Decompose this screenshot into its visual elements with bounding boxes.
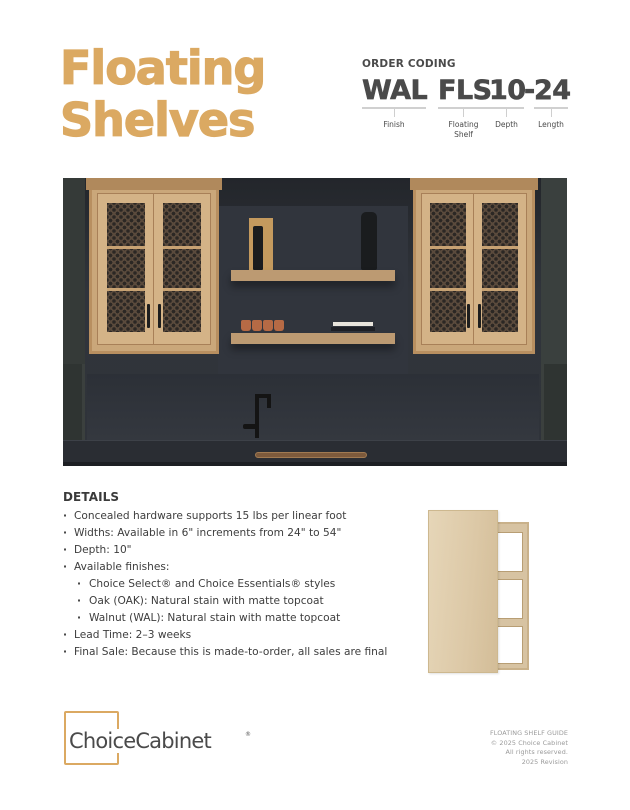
- order-code-row: [362, 70, 572, 142]
- cabinet-door: [97, 193, 155, 345]
- lattice-glass: [482, 203, 518, 332]
- detail-subitem: · Walnut (WAL): Natural stain with matte topcoat: [63, 610, 413, 627]
- code-desc-depth: Depth: [495, 120, 518, 129]
- footer-revision: 2025 Revision: [521, 757, 568, 766]
- cabinet-door: [421, 193, 476, 345]
- cabinet-door: [473, 193, 528, 345]
- detail-item: · Depth: 10": [63, 542, 413, 559]
- code-segment-length: [534, 75, 571, 130]
- photo-side-panel-right: [541, 178, 567, 378]
- code-tick: [463, 109, 464, 117]
- lattice-glass: [430, 203, 466, 332]
- copper-mug: [241, 320, 251, 331]
- code-segment-floating-shelf: [438, 75, 492, 139]
- photo-cabinet-right: [413, 178, 535, 354]
- details-section: [63, 490, 413, 661]
- details-list: [63, 508, 413, 661]
- footer-copyright: © 2025 Choice Cabinet: [490, 738, 568, 747]
- door-handle: [147, 304, 150, 328]
- copper-mug: [263, 320, 273, 331]
- book: [331, 327, 375, 331]
- detail-subitem: · Choice Select® and Choice Essentials® styles: [63, 576, 413, 593]
- hero-photo: [63, 178, 567, 466]
- backsplash: [87, 374, 539, 440]
- code-desc-floating-shelf: Floating Shelf: [448, 120, 479, 139]
- code-dash: -: [524, 75, 535, 106]
- copper-mug: [252, 320, 262, 331]
- detail-subitem: · Oak (OAK): Natural stain with matte topcoat: [63, 593, 413, 610]
- details-heading: DETAILS: [63, 490, 120, 504]
- bottle: [361, 212, 377, 270]
- cabinet-door: [153, 193, 211, 345]
- order-coding: [362, 58, 572, 142]
- code-tick: [506, 109, 507, 117]
- photo-cabinet-left: [89, 178, 219, 354]
- photo-side-panel-left: [63, 178, 85, 378]
- detail-item: · Widths: Available in 6" increments from 24" to 54": [63, 525, 413, 542]
- door-handle: [158, 304, 161, 328]
- lattice-glass: [163, 203, 201, 332]
- door-handle: [467, 304, 470, 328]
- detail-item: · Available finishes:: [63, 559, 413, 576]
- wine-rack-right: [541, 364, 567, 440]
- lattice-glass: [107, 203, 145, 332]
- footer-guide-title: FLOATING SHELF GUIDE: [490, 729, 568, 737]
- title-line-2: Shelves: [60, 93, 255, 147]
- code-desc-finish: Finish: [383, 120, 405, 129]
- copper-mug: [274, 320, 284, 331]
- copper-sink: [255, 452, 367, 458]
- bottle: [253, 226, 263, 270]
- order-coding-label: ORDER CODING: [362, 58, 456, 70]
- brand-logo: [64, 709, 264, 765]
- code-tick: [394, 109, 395, 117]
- code-length: 24: [534, 75, 571, 106]
- title-line-1: Floating: [60, 41, 266, 95]
- book: [333, 322, 373, 326]
- detail-item: · Final Sale: Because this is made-to-order, all sales are final: [63, 644, 413, 661]
- detail-item: · Lead Time: 2–3 weeks: [63, 627, 413, 644]
- faucet: [255, 396, 259, 438]
- footer-note: [490, 729, 568, 767]
- code-segment-depth: [489, 76, 524, 130]
- floating-shelf-upper: [231, 270, 395, 281]
- code-segment-dash: [524, 76, 534, 106]
- floating-shelf-lower: [231, 333, 395, 344]
- product-image: [425, 510, 535, 675]
- door-handle: [478, 304, 481, 328]
- code-floating-shelf: FLS: [438, 75, 492, 106]
- wine-rack-left: [63, 364, 85, 440]
- photo-shelf-niche: [218, 206, 408, 378]
- footer-rights: All rights reserved.: [505, 748, 568, 756]
- code-desc-length: Length: [538, 120, 564, 129]
- shelf-front-panel: [428, 510, 498, 673]
- page-title: [60, 42, 265, 146]
- code-finish: WAL: [362, 75, 428, 106]
- logo-text: ChoiceCabinet: [69, 729, 211, 753]
- logo-registered-mark: ®: [245, 731, 251, 738]
- code-tick: [551, 109, 552, 117]
- code-depth: 10: [489, 75, 526, 106]
- detail-item: · Concealed hardware supports 15 lbs per linear foot: [63, 508, 413, 525]
- code-segment-finish: [362, 76, 426, 130]
